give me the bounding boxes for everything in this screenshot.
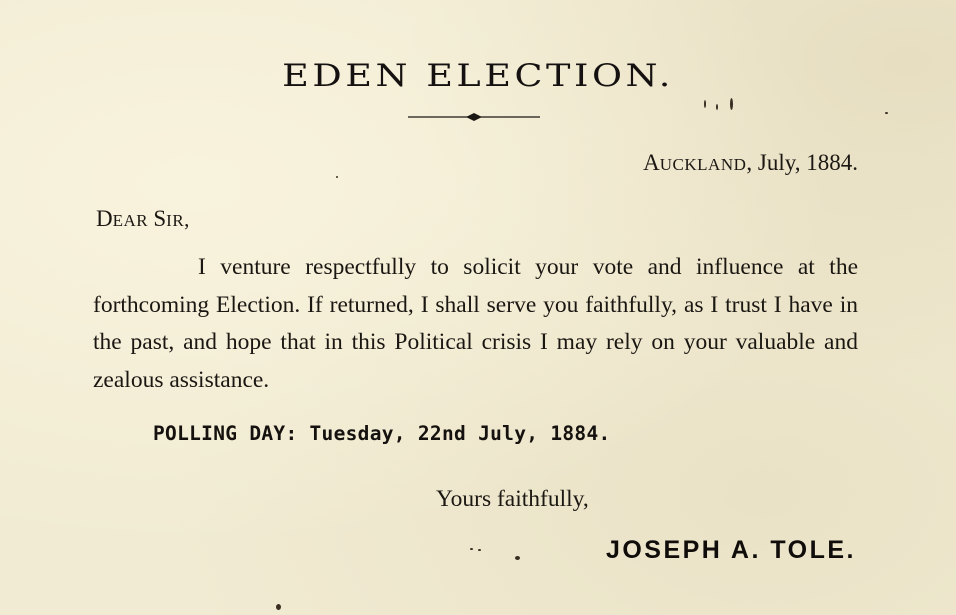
ink-speck	[716, 104, 718, 110]
signature: JOSEPH A. TOLE.	[605, 536, 856, 564]
ink-speck	[885, 112, 888, 114]
ink-speck	[730, 98, 733, 110]
ink-speck	[515, 556, 520, 560]
ink-speck	[336, 176, 338, 178]
salutation	[96, 206, 189, 232]
dateline	[643, 150, 858, 176]
place-rest: UCKLAND	[659, 155, 747, 174]
ink-speck	[704, 100, 706, 108]
salutation-initial-1: D	[96, 206, 113, 231]
salutation-punct: ,	[184, 207, 190, 231]
place-initial: A	[643, 150, 660, 175]
date-text: , July, 1884.	[746, 150, 858, 175]
salutation-initial-2: S	[153, 206, 167, 231]
ink-speck	[470, 548, 473, 550]
ink-speck	[478, 549, 481, 551]
card-heading: EDEN ELECTION.	[282, 58, 674, 94]
ink-speck	[276, 604, 281, 610]
salutation-rest-1: EAR	[112, 211, 149, 230]
ornamental-rule	[408, 110, 540, 124]
letter-body: I venture respectfully to solicit your vote and influence at the forthcoming Election. If returned, I shall serve you faithfully, as I trust I have in the past, and hope that in this Political crisis I may rely on your valuable and zealous assistance.	[93, 254, 858, 393]
salutation-rest-2: IR	[166, 211, 185, 230]
closing-line: Yours faithfully,	[436, 486, 589, 512]
polling-day: POLLING DAY: Tuesday, 22nd July, 1884.	[153, 422, 611, 445]
